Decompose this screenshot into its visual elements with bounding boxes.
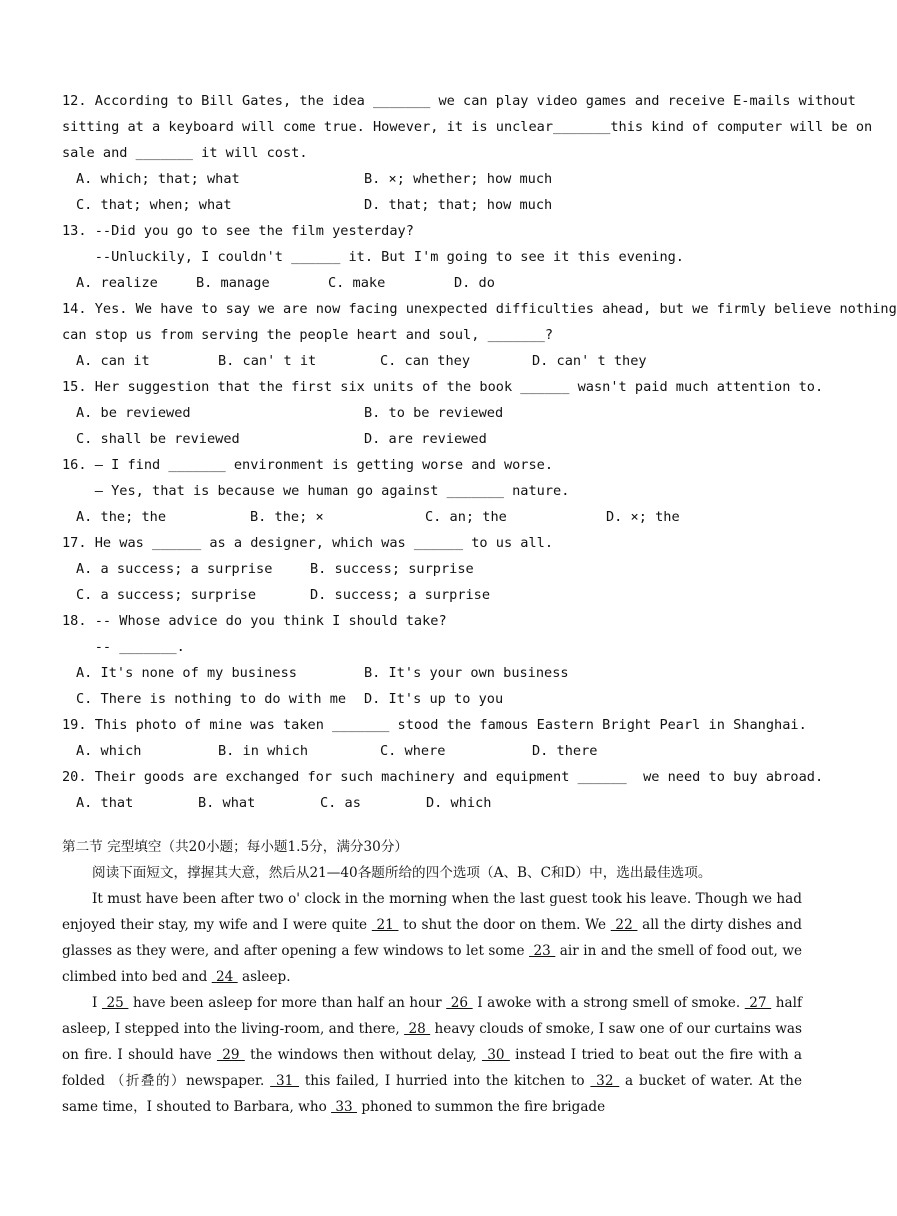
blank-number[interactable]: 32 xyxy=(590,1073,620,1089)
question-block xyxy=(62,374,824,452)
question-stem-line: 17. He was ______ as a designer, which was ______ to us all. xyxy=(62,535,554,551)
answer-option[interactable]: D. success; a surprise xyxy=(310,587,491,603)
answer-option[interactable]: D. that; that; how much xyxy=(364,197,553,213)
passage-text: have been asleep for more than half an hour xyxy=(128,995,447,1011)
answer-option[interactable]: D. ×; the xyxy=(606,509,680,525)
blank-number[interactable]: 25 xyxy=(101,995,129,1011)
passage-text: the windows then without delay, xyxy=(244,1047,482,1063)
passage-text: all the dirty dishes and glasses as they were, and after opening a few windows to let some xyxy=(62,917,802,959)
answer-option[interactable]: B. to be reviewed xyxy=(364,405,504,421)
answer-option[interactable]: B. can' t it xyxy=(218,353,317,369)
passage-text: to shut the door on them. We xyxy=(398,917,611,933)
question-block xyxy=(62,296,897,374)
passage-paragraph xyxy=(62,990,802,1120)
question-block xyxy=(62,712,807,764)
answer-option[interactable]: B. It's your own business xyxy=(364,665,569,681)
answer-option[interactable]: A. that xyxy=(76,795,134,811)
answer-option[interactable]: C. an; the xyxy=(425,509,507,525)
blank-number[interactable]: 30 xyxy=(481,1047,510,1063)
blank-number[interactable]: 29 xyxy=(216,1047,245,1063)
blank-number[interactable]: 26 xyxy=(446,995,473,1011)
answer-option[interactable]: B. in which xyxy=(218,743,309,759)
option-row xyxy=(62,582,802,608)
answer-option[interactable]: D. there xyxy=(532,743,598,759)
passage-paragraph xyxy=(62,886,802,990)
answer-option[interactable]: D. which xyxy=(426,795,492,811)
blank-number[interactable]: 31 xyxy=(270,1073,300,1089)
blank-number[interactable]: 23 xyxy=(529,943,556,959)
passage-text: this failed, I hurried into the kitchen to xyxy=(299,1073,591,1089)
answer-option[interactable]: A. can it xyxy=(76,353,150,369)
option-row xyxy=(62,556,802,582)
question-stem-line: 20. Their goods are exchanged for such machinery and equipment ______ we need to buy abroad. xyxy=(62,769,824,785)
question-block xyxy=(62,452,802,530)
passage-text: asleep. xyxy=(237,969,291,985)
question-stem-line: — Yes, that is because we human go against _______ nature. xyxy=(62,483,570,499)
question-block xyxy=(62,88,873,218)
question-stem-line: 19. This photo of mine was taken _______ stood the famous Eastern Bright Pearl in Shanghai. xyxy=(62,717,807,733)
question-stem-line: 13. --Did you go to see the film yesterday? xyxy=(62,223,414,239)
question-stem-line: sale and _______ it will cost. xyxy=(62,145,308,161)
passage-text: a bucket of water. At the same time，I shouted to Barbara, who xyxy=(62,1073,802,1115)
passage-text: I awoke with a strong smell of smoke. xyxy=(472,995,745,1011)
blank-number[interactable]: 27 xyxy=(744,995,772,1011)
question-stem-line: -- _______. xyxy=(62,639,185,655)
option-row xyxy=(62,192,802,218)
option-row xyxy=(62,426,802,452)
answer-option[interactable]: D. are reviewed xyxy=(364,431,487,447)
answer-option[interactable]: B. what xyxy=(198,795,256,811)
option-row xyxy=(62,400,802,426)
answer-option[interactable]: B. the; × xyxy=(250,509,324,525)
question-stem-line: 18. -- Whose advice do you think I should take? xyxy=(62,613,447,629)
answer-option[interactable]: A. a success; a surprise xyxy=(76,561,273,577)
question-block xyxy=(62,218,802,296)
answer-option[interactable]: C. where xyxy=(380,743,446,759)
option-row xyxy=(62,270,802,296)
answer-option[interactable]: C. make xyxy=(328,275,386,291)
section-title: 第二节 完型填空（共20小题；每小题1.5分，满分30分） xyxy=(62,839,409,855)
question-stem-line: 16. — I find _______ environment is getting worse and worse. xyxy=(62,457,554,473)
answer-option[interactable]: C. a success; surprise xyxy=(76,587,257,603)
answer-option[interactable]: D. can' t they xyxy=(532,353,647,369)
answer-option[interactable]: B. success; surprise xyxy=(310,561,474,577)
question-block xyxy=(62,764,824,816)
passage-text: half asleep, I stepped into the living-room, and there, xyxy=(62,995,802,1037)
option-row xyxy=(62,660,802,686)
option-row xyxy=(62,166,802,192)
answer-option[interactable]: C. shall be reviewed xyxy=(76,431,240,447)
option-row xyxy=(62,348,802,374)
question-stem-line: 12. According to Bill Gates, the idea _______ we can play video games and receive E-mails without xyxy=(62,93,856,109)
question-stem-line: --Unluckily, I couldn't ______ it. But I'm going to see it this evening. xyxy=(62,249,684,265)
blank-number[interactable]: 33 xyxy=(331,1099,358,1115)
blank-number[interactable]: 21 xyxy=(371,917,399,933)
option-row xyxy=(62,790,802,816)
question-stem-line: 14. Yes. We have to say we are now facing unexpected difficulties ahead, but we firmly believe nothing xyxy=(62,301,897,317)
answer-option[interactable]: C. as xyxy=(320,795,361,811)
passage-text: It must have been after two o' clock in the morning when the last guest took his leave. Though we had enjoyed their stay, my wife and I were quite xyxy=(62,891,802,933)
passage-text: I xyxy=(92,995,102,1011)
blank-number[interactable]: 28 xyxy=(404,1021,431,1037)
blank-number[interactable]: 24 xyxy=(211,969,238,985)
question-block xyxy=(62,608,802,712)
answer-option[interactable]: A. be reviewed xyxy=(76,405,191,421)
answer-option[interactable]: D. It's up to you xyxy=(364,691,504,707)
answer-option[interactable]: A. the; the xyxy=(76,509,167,525)
answer-option[interactable]: A. which xyxy=(76,743,142,759)
page-content xyxy=(62,88,897,1120)
option-row xyxy=(62,686,802,712)
passage-text: phoned to summon the fire brigade xyxy=(357,1099,606,1115)
answer-option[interactable]: D. do xyxy=(454,275,495,291)
passage-text: air in and the smell of food out, we climbed into bed and xyxy=(62,943,802,985)
option-row xyxy=(62,738,802,764)
answer-option[interactable]: C. that; when; what xyxy=(76,197,232,213)
answer-option[interactable]: A. which; that; what xyxy=(76,171,240,187)
section-instruction: 阅读下面短文，撑握其大意，然后从21—40各题所给的四个选项（A、B、C和D）中，选出最佳选项。 xyxy=(92,865,712,881)
passage-text: heavy clouds of smoke, I saw one of our curtains was on fire. I should have xyxy=(62,1021,802,1063)
answer-option[interactable]: B. ×; whether; how much xyxy=(364,171,553,187)
question-block xyxy=(62,530,802,608)
answer-option[interactable]: C. There is nothing to do with me xyxy=(76,691,347,707)
answer-option[interactable]: A. realize xyxy=(76,275,158,291)
option-row xyxy=(62,504,802,530)
passage-text: instead I tried to beat out the fire with a folded （折叠的）newspaper. xyxy=(62,1047,802,1089)
answer-option[interactable]: C. can they xyxy=(380,353,471,369)
question-stem-line: sitting at a keyboard will come true. However, it is unclear_______this kind of computer will be on xyxy=(62,119,873,135)
question-stem-line: can stop us from serving the people heart and soul, _______? xyxy=(62,327,554,343)
section-gap xyxy=(62,816,802,834)
cloze-passage xyxy=(62,886,802,1120)
answer-option[interactable]: A. It's none of my business xyxy=(76,665,297,681)
blank-number[interactable]: 22 xyxy=(610,917,638,933)
answer-option[interactable]: B. manage xyxy=(196,275,270,291)
question-stem-line: 15. Her suggestion that the first six units of the book ______ wasn't paid much attention to. xyxy=(62,379,824,395)
